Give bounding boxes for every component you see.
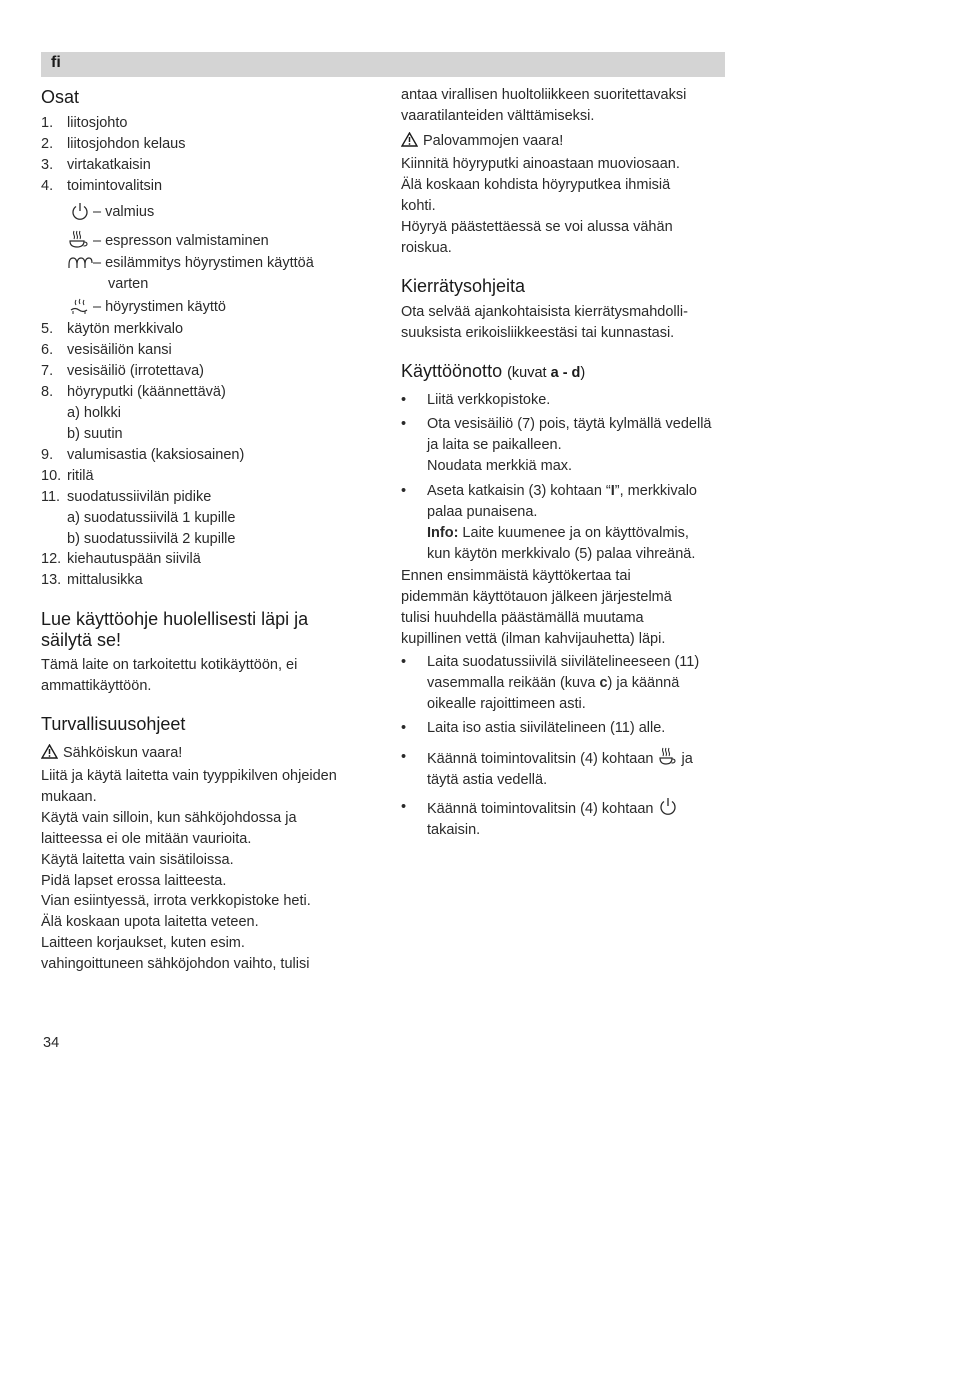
list-item: 11. suodatussiivilän pidike: [41, 489, 212, 505]
list-item: 12. kiehautuspään siivilä: [41, 551, 201, 567]
language-bar: [41, 52, 725, 77]
list-item: 10. ritilä: [41, 468, 94, 484]
list-item: 6. vesisäiliön kansi: [41, 342, 172, 358]
paragraph-rinse: Ennen ensimmäistä käyttökertaa tai pidemmän käyttötauon jälkeen järjestelmä tulisi huuhdella päästämällä muutama kupillinen vettä (ilman kahvijauhetta) läpi.: [401, 568, 672, 647]
list-item: 1. liitosjohto: [41, 115, 128, 131]
warning-shock: Sähköiskun vaara!: [41, 743, 182, 763]
heading-lue: Lue käyttöohje huolellisesti läpi ja säilytä se!: [41, 609, 309, 650]
paragraph-continuation: antaa virallisen huoltoliikkeen suoritettavaksi vaaratilanteiden välttämiseksi.: [401, 87, 687, 124]
heading-kierratys: Kierrätysohjeita: [401, 276, 526, 296]
list-item: 3. virtakatkaisin: [41, 157, 151, 173]
paragraph-burn: Kiinnitä höyryputki ainoastaan muoviosaan. Älä koskaan kohdista höyryputkea ihmisiä kohti. Höyryä päästettäessä se voi alussa vähän roiskua.: [401, 156, 680, 256]
heading-osat: Osat: [41, 87, 80, 107]
list-item: 13. mittalusikka: [41, 572, 143, 588]
symbol-label: – valmius: [93, 204, 155, 220]
list-item: 9. valumisastia (kaksiosainen): [41, 447, 245, 463]
list-item: b) suutin: [67, 426, 123, 442]
list-item: a) holkki: [67, 405, 121, 421]
symbol-label: – höyrystimen käyttö: [93, 299, 226, 315]
heading-kayttoonotto: Käyttöönotto (kuvat a - d): [401, 361, 586, 381]
symbol-label: – esilämmitys höyrystimen käyttöä: [93, 255, 314, 271]
language-code: fi: [51, 54, 61, 71]
symbol-label-cont: varten: [108, 276, 149, 292]
heading-turvallisuus: Turvallisuusohjeet: [41, 714, 186, 734]
warning-burn: Palovammojen vaara!: [401, 131, 563, 151]
symbol-label: – espresson valmistaminen: [93, 233, 269, 249]
heating-coil-icon: [67, 253, 93, 273]
paragraph-lue: Tämä laite on tarkoitettu kotikäyttöön, ei ammattikäyttöön.: [41, 657, 298, 694]
paragraph-safety: Liitä ja käytä laitetta vain tyyppikilven ohjeiden mukaan. Käytä vain silloin, kun sähköjohdossa ja laitteessa ei ole mitään vaurioita. Käytä laitetta vain sisätiloissa. Pidä lapset erossa laitteesta. Vian esiintyessä, irrota verkkopistoke heti. Älä koskaan upota laitetta veteen. Laitteen korjaukset, kuten esim. vahingoittuneen sähköjohdon vaihto, tulisi: [41, 768, 337, 973]
power-icon: [67, 202, 93, 222]
list-item: 5. käytön merkkivalo: [41, 321, 184, 337]
power-icon: [658, 797, 678, 817]
list-item: a) suodatussiivilä 1 kupille: [67, 510, 236, 526]
steam-icon: [67, 297, 93, 317]
coffee-cup-icon: [658, 747, 678, 767]
coffee-cup-icon: [67, 230, 93, 250]
list-item: 2. liitosjohdon kelaus: [41, 136, 186, 152]
list-item: 4. toimintovalitsin: [41, 178, 163, 194]
list-item: 8. höyryputki (käännettävä): [41, 384, 226, 400]
paragraph-kierratys: Ota selvää ajankohtaisista kierrätysmahdolli- suuksista erikoisliikkeestäsi tai kunnastasi.: [401, 304, 688, 341]
list-item: b) suodatussiivilä 2 kupille: [67, 531, 236, 547]
page-number: 34: [43, 1035, 60, 1051]
warning-triangle-icon: [41, 744, 58, 759]
warning-triangle-icon: [401, 132, 418, 147]
list-item: 7. vesisäiliö (irrotettava): [41, 363, 204, 379]
